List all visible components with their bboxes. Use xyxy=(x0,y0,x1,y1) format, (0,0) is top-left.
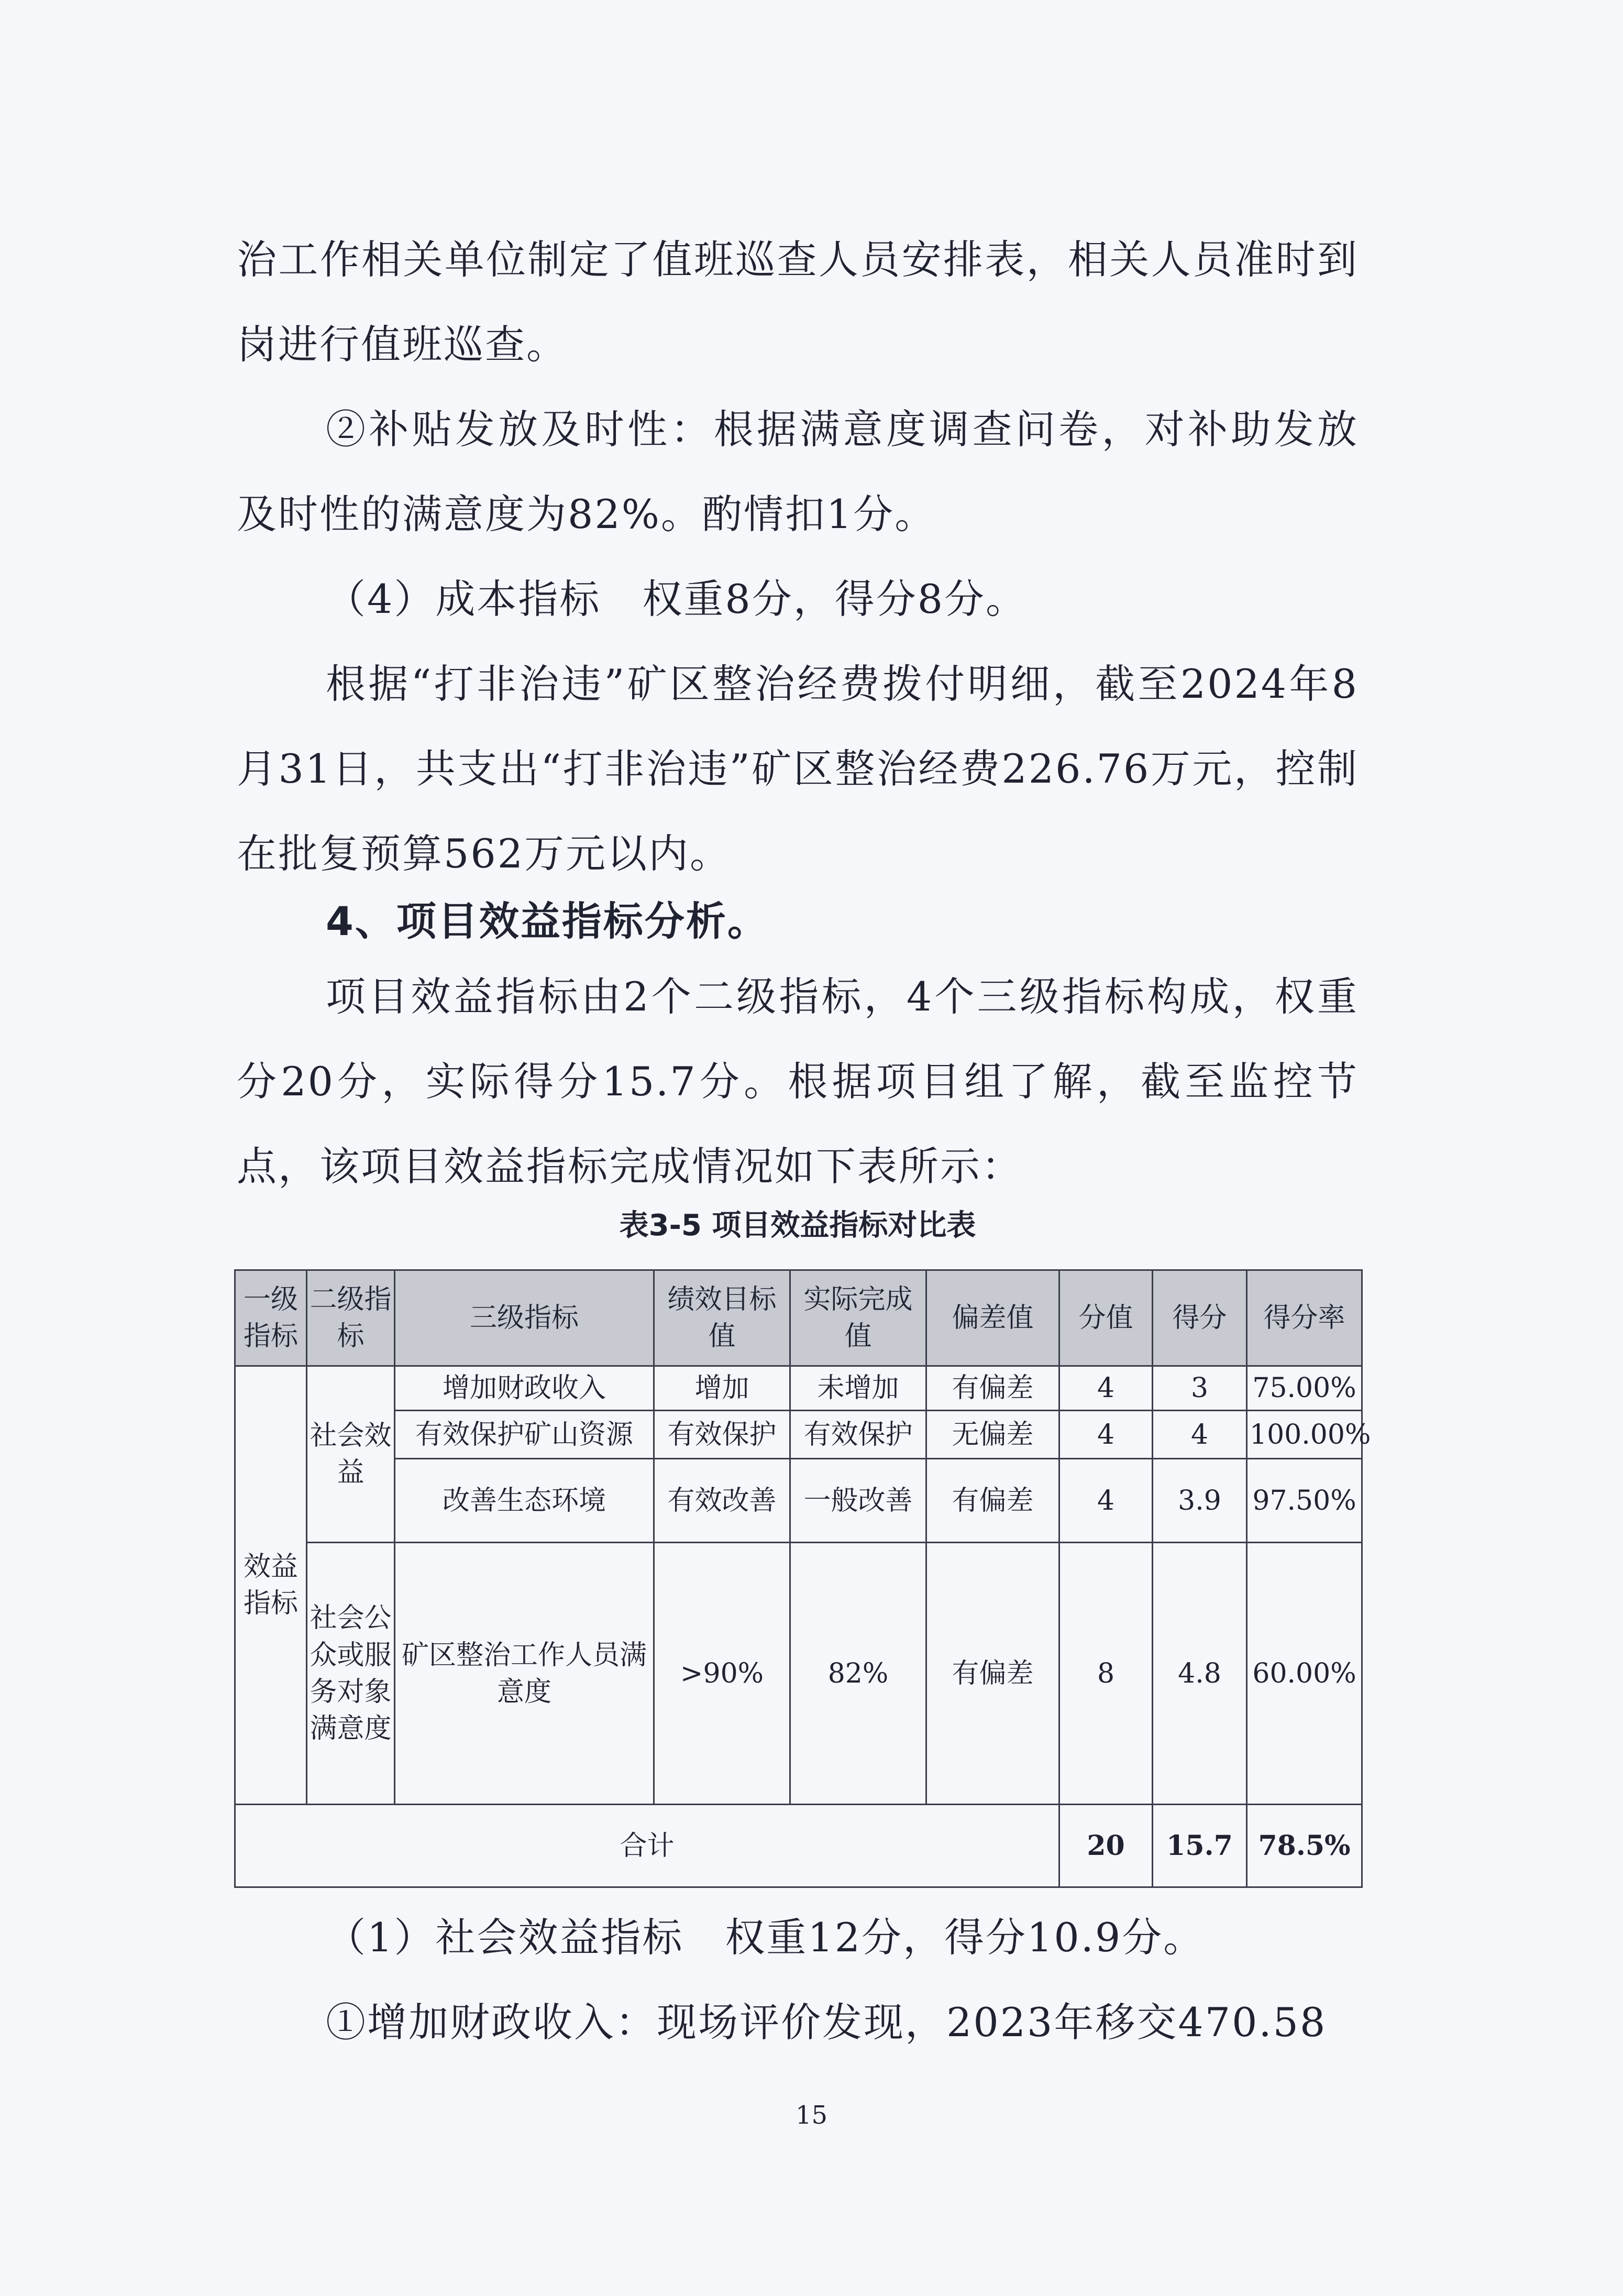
cell-score-value: 4 xyxy=(1059,1459,1153,1543)
cell-score: 4 xyxy=(1153,1411,1247,1459)
paragraph-benefit-summary: 项目效益指标由2个二级指标，4个三级指标构成，权重分20分，实际得分15.7分。根据项目组了解，截至监控节点，该项目效益指标完成情况如下表所示： xyxy=(237,973,1359,1190)
table-header-row xyxy=(235,1270,1362,1366)
header-rate: 得分率 xyxy=(1247,1270,1362,1366)
cell-score-value: 4 xyxy=(1059,1366,1153,1411)
cell-rate: 97.50% xyxy=(1247,1459,1362,1543)
table-row xyxy=(235,1411,1362,1459)
table-total-row xyxy=(235,1805,1362,1887)
cell-target: 有效改善 xyxy=(654,1459,790,1543)
cell-deviation: 无偏差 xyxy=(926,1411,1059,1459)
cell-level3: 增加财政收入 xyxy=(395,1366,654,1411)
cell-actual: 82% xyxy=(790,1543,926,1805)
paragraph-duty-schedule: 治工作相关单位制定了值班巡查人员安排表，相关人员准时到岗进行值班巡查。 xyxy=(237,236,1359,368)
cell-level2-satisfaction: 社会公众或服务对象满意度 xyxy=(307,1543,395,1805)
cell-total-label: 合计 xyxy=(235,1805,1059,1887)
paragraph-social-benefit: （1）社会效益指标 权重12分，得分10.9分。 xyxy=(326,1914,1205,1961)
cell-level3: 改善生态环境 xyxy=(395,1459,654,1543)
cell-score: 4.8 xyxy=(1153,1543,1247,1805)
cell-total-score-value: 20 xyxy=(1059,1805,1153,1887)
paragraph-fiscal-revenue: ①增加财政收入：现场评价发现，2023年移交470.58 xyxy=(326,1999,1327,2046)
cell-deviation: 有偏差 xyxy=(926,1366,1059,1411)
page-number: 15 xyxy=(795,2101,828,2130)
cell-score-value: 8 xyxy=(1059,1543,1153,1805)
cell-rate: 75.00% xyxy=(1247,1366,1362,1411)
cell-deviation: 有偏差 xyxy=(926,1543,1059,1805)
benefit-indicator-table xyxy=(234,1269,1371,1888)
cell-level1: 效益指标 xyxy=(235,1366,307,1805)
header-deviation: 偏差值 xyxy=(926,1270,1059,1366)
cell-deviation: 有偏差 xyxy=(926,1459,1059,1543)
cell-target: 有效保护 xyxy=(654,1411,790,1459)
table-caption: 表3-5 项目效益指标对比表 xyxy=(619,1209,976,1243)
header-target: 绩效目标值 xyxy=(654,1270,790,1366)
cell-actual: 有效保护 xyxy=(790,1411,926,1459)
header-actual: 实际完成值 xyxy=(790,1270,926,1366)
header-score-value: 分值 xyxy=(1059,1270,1153,1366)
table-row xyxy=(235,1459,1362,1543)
cell-level3: 矿区整治工作人员满意度 xyxy=(395,1543,654,1805)
paragraph-cost-indicator: （4）成本指标 权重8分，得分8分。 xyxy=(326,576,1028,622)
cell-score-value: 4 xyxy=(1059,1411,1153,1459)
table-row xyxy=(235,1543,1362,1805)
header-score: 得分 xyxy=(1153,1270,1247,1366)
cell-level2-social: 社会效益 xyxy=(307,1366,395,1543)
cell-score: 3.9 xyxy=(1153,1459,1247,1543)
header-level2: 二级指标 xyxy=(307,1270,395,1366)
paragraph-cost-detail: 根据“打非治违”矿区整治经费拨付明细，截至2024年8月31日，共支出“打非治违”矿区整治经费226.76万元，控制在批复预算562万元以内。 xyxy=(237,661,1359,877)
cell-target: >90% xyxy=(654,1543,790,1805)
cell-score: 3 xyxy=(1153,1366,1247,1411)
cell-actual: 一般改善 xyxy=(790,1459,926,1543)
cell-target: 增加 xyxy=(654,1366,790,1411)
cell-rate: 100.00% xyxy=(1247,1411,1362,1459)
header-level3: 三级指标 xyxy=(395,1270,654,1366)
cell-actual: 未增加 xyxy=(790,1366,926,1411)
cell-total-score: 15.7 xyxy=(1153,1805,1247,1887)
cell-rate: 60.00% xyxy=(1247,1543,1362,1805)
header-level1: 一级指标 xyxy=(235,1270,307,1366)
cell-total-rate: 78.5% xyxy=(1247,1805,1362,1887)
paragraph-subsidy-timeliness: ②补贴发放及时性：根据满意度调查问卷，对补助发放及时性的满意度为82%。酌情扣1分。 xyxy=(237,406,1359,537)
section-heading-benefit-analysis: 4、项目效益指标分析。 xyxy=(326,898,769,944)
table-row xyxy=(235,1366,1362,1411)
cell-level3: 有效保护矿山资源 xyxy=(395,1411,654,1459)
